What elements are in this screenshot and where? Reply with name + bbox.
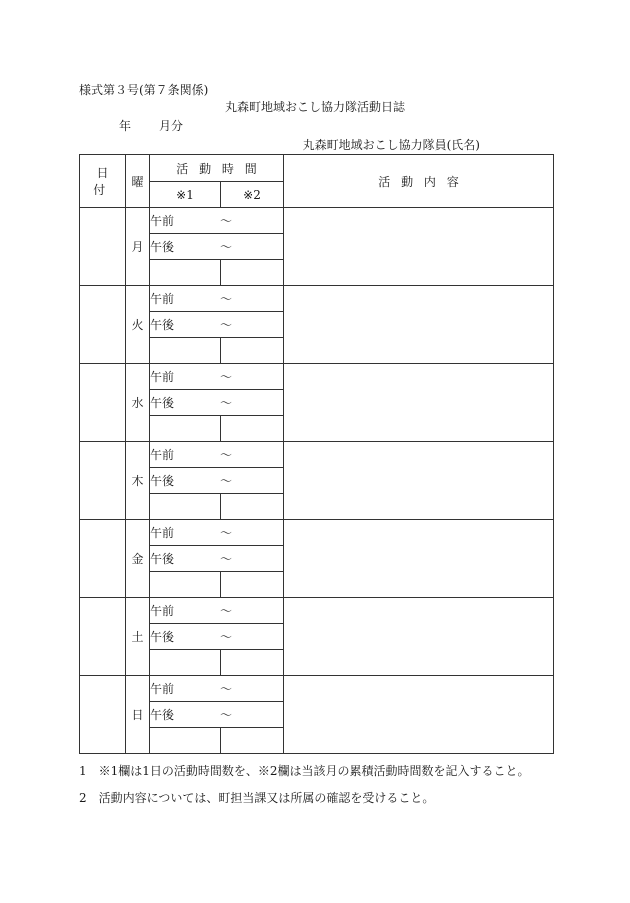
note-1: 1 ※1欄は1日の活動時間数を、※2欄は当該月の累積活動時間数を記入すること。: [79, 764, 530, 778]
date-cell[interactable]: [80, 520, 126, 598]
tilde: ～: [220, 682, 233, 696]
tilde: ～: [220, 526, 233, 540]
pm-label: 午後: [150, 396, 175, 410]
hours-cumulative-cell[interactable]: [221, 416, 284, 442]
am-time-cell[interactable]: [150, 676, 284, 702]
tilde: ～: [220, 396, 233, 410]
month-label: 月分: [159, 119, 184, 133]
weekday-cell: 土: [126, 598, 150, 676]
am-label: 午前: [150, 292, 175, 306]
header-content: 活動内容: [284, 155, 554, 208]
hours-daily-cell[interactable]: [150, 728, 221, 754]
day-row: [80, 442, 554, 468]
header-activity-time: 活動時間: [150, 155, 284, 182]
tilde: ～: [220, 630, 233, 644]
tilde: ～: [220, 318, 233, 332]
pm-label: 午後: [150, 474, 175, 488]
am-time-cell[interactable]: [150, 286, 284, 312]
tilde: ～: [220, 448, 233, 462]
hours-cumulative-cell[interactable]: [221, 650, 284, 676]
hours-cumulative-cell[interactable]: [221, 572, 284, 598]
hours-cumulative-cell[interactable]: [221, 260, 284, 286]
pm-label: 午後: [150, 630, 175, 644]
day-row: [80, 208, 554, 234]
pm-time-cell[interactable]: [150, 390, 284, 416]
am-time-cell[interactable]: [150, 520, 284, 546]
hours-cumulative-cell[interactable]: [221, 338, 284, 364]
hours-daily-cell[interactable]: [150, 338, 221, 364]
pm-time-cell[interactable]: [150, 234, 284, 260]
weekday-cell: 水: [126, 364, 150, 442]
activity-log-table: [79, 154, 554, 754]
pm-time-cell[interactable]: [150, 312, 284, 338]
am-time-cell[interactable]: [150, 364, 284, 390]
pm-time-cell[interactable]: [150, 624, 284, 650]
member-name-label: 丸森町地域おこし協力隊員(氏名): [302, 138, 480, 152]
am-time-cell[interactable]: [150, 442, 284, 468]
content-cell[interactable]: [284, 598, 554, 676]
am-label: 午前: [150, 448, 175, 462]
note-2: 2 活動内容については、町担当課又は所属の確認を受けること。: [79, 791, 435, 805]
tilde: ～: [220, 552, 233, 566]
pm-label: 午後: [150, 708, 175, 722]
page-title: 丸森町地域おこし協力隊活動日誌: [224, 100, 405, 114]
date-cell[interactable]: [80, 676, 126, 754]
am-time-cell[interactable]: [150, 208, 284, 234]
weekday-cell: 金: [126, 520, 150, 598]
weekday-cell: 月: [126, 208, 150, 286]
pm-time-cell[interactable]: [150, 702, 284, 728]
tilde: ～: [220, 474, 233, 488]
am-label: 午前: [150, 604, 175, 618]
pm-label: 午後: [150, 318, 175, 332]
day-row: [80, 286, 554, 312]
tilde: ～: [220, 292, 233, 306]
pm-time-cell[interactable]: [150, 468, 284, 494]
day-row: [80, 676, 554, 702]
tilde: ～: [220, 214, 233, 228]
content-cell[interactable]: [284, 676, 554, 754]
content-cell[interactable]: [284, 364, 554, 442]
am-label: 午前: [150, 682, 175, 696]
pm-time-cell[interactable]: [150, 546, 284, 572]
hours-cumulative-cell[interactable]: [221, 494, 284, 520]
am-label: 午前: [150, 214, 175, 228]
day-row: [80, 598, 554, 624]
date-cell[interactable]: [80, 364, 126, 442]
weekday-cell: 木: [126, 442, 150, 520]
day-row: [80, 520, 554, 546]
tilde: ～: [220, 370, 233, 384]
am-time-cell[interactable]: [150, 598, 284, 624]
date-cell[interactable]: [80, 442, 126, 520]
hours-cumulative-cell[interactable]: [221, 728, 284, 754]
date-cell[interactable]: [80, 286, 126, 364]
weekday-cell: 火: [126, 286, 150, 364]
hours-daily-cell[interactable]: [150, 572, 221, 598]
content-cell[interactable]: [284, 520, 554, 598]
pm-label: 午後: [150, 240, 175, 254]
pm-label: 午後: [150, 552, 175, 566]
tilde: ～: [220, 240, 233, 254]
period-line: [103, 119, 183, 133]
header-date: 日 付: [80, 155, 126, 208]
content-cell[interactable]: [284, 286, 554, 364]
am-label: 午前: [150, 526, 175, 540]
year-label: 年: [119, 119, 132, 133]
am-label: 午前: [150, 370, 175, 384]
header-weekday: 曜: [126, 155, 150, 208]
tilde: ～: [220, 604, 233, 618]
form-number: 様式第３号(第７条関係): [79, 83, 209, 97]
hours-daily-cell[interactable]: [150, 650, 221, 676]
hours-daily-cell[interactable]: [150, 494, 221, 520]
day-row: [80, 364, 554, 390]
date-cell[interactable]: [80, 208, 126, 286]
date-cell[interactable]: [80, 598, 126, 676]
hours-daily-cell[interactable]: [150, 260, 221, 286]
weekday-cell: 日: [126, 676, 150, 754]
content-cell[interactable]: [284, 442, 554, 520]
header-col2: ※2: [221, 182, 284, 208]
header-col1: ※1: [150, 182, 221, 208]
tilde: ～: [220, 708, 233, 722]
hours-daily-cell[interactable]: [150, 416, 221, 442]
content-cell[interactable]: [284, 208, 554, 286]
